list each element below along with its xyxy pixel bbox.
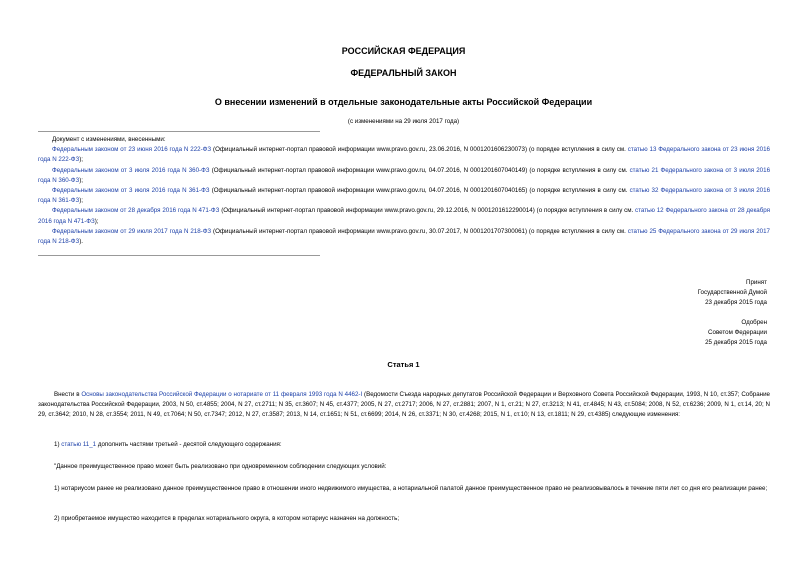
effect-article-link[interactable]: статью 12 Федерального закона от 28 декабря 2016 года N 471-ФЗ [38, 207, 770, 225]
amending-law-link[interactable]: Федеральным законом от 29 июля 2017 года N 218-ФЗ [52, 227, 212, 235]
paragraph-text: (Ведомости Съезда народных депутатов Российской Федерации и Верховного Совета Российской Федерации, 1993, N 10, ст.357; Собрание законодательства Российской Федерации, 2003, N 50, ст.4855; 2004, N 27, ст.2711; N 35, ст.3607; N 45, ст.4377; 2005, N 27, ст.2717; 2006, N 27, ст.2881; 2007, N 1, ст.21; N 27, ст.3213; N 41, ст.4845; N 43, ст.5084; 2008, N 52, ст.6236; 2009, N 1, ст.14, 20; N 29, ст.3642; 2010, N 28, ст.3554; 2011, N 49, ст.7064; N 50, ст.7347; 2012, N 27, ст.3587; 2013, N 14, ст.1651; N 51, ст.6699; 2014, N 26, ст.3371; N 30, ст.4268; 2015, N 1, ст.10; N 13, ст.1811; N 29, ст.4385) следующие изменения: [38, 391, 770, 419]
paragraph-prefix: 1) [54, 441, 62, 448]
effect-article-link[interactable]: статью 13 Федерального закона от 23 июня 2016 года N 222-ФЗ [38, 146, 770, 164]
article-paragraph: 1) нотариусом ранее не реализовано данное преимущественное право в отношении иного недвижимого имущества, а нотариальной палатой данное преимущественное право не реализовывалось в течение пяти лет со дня его реализации ранее; [54, 485, 768, 492]
change-entry [38, 186, 770, 206]
change-tail: ); [79, 176, 83, 184]
bottom-divider [38, 255, 320, 256]
country-heading: РОССИЙСКАЯ ФЕДЕРАЦИЯ [341, 46, 466, 56]
amending-law-link[interactable]: Федеральным законом от 3 июля 2016 года N 361-ФЗ [52, 187, 210, 195]
approved-block [705, 318, 767, 349]
change-tail: ); [79, 197, 83, 205]
change-tail: ); [79, 156, 83, 164]
article-paragraph: "Данное преимущественное право может быть реализовано при одновременном соблюдении следующих условий: [54, 463, 387, 470]
change-text: (Официальный интернет-портал правовой информации www.pravo.gov.ru, 29.12.2016, N 0001201612290014) (о порядке вступления в силу см. [219, 207, 636, 215]
changes-block [38, 135, 770, 247]
change-tail: ); [94, 217, 99, 225]
adopted-body: Государственной Думой [697, 289, 767, 297]
change-entry [38, 145, 770, 165]
amending-law-link[interactable]: Федеральным законом от 23 июня 2016 года N 222-ФЗ [52, 146, 212, 154]
changes-lead: Документ с изменениями, внесенными: [52, 136, 166, 143]
article-paragraph [38, 390, 770, 421]
amending-law-link[interactable]: Федеральным законом от 3 июля 2016 года N 360-ФЗ [52, 166, 210, 174]
change-text: (Официальный интернет-портал правовой информации www.pravo.gov.ru, 04.07.2016, N 0001201607040149) (о порядке вступления в силу см. [209, 166, 630, 174]
adopted-date: 23 декабря 2015 года [705, 299, 767, 307]
law-type-heading: ФЕДЕРАЛЬНЫЙ ЗАКОН [350, 68, 457, 78]
effect-article-link[interactable]: статью 32 Федерального закона от 3 июля 2016 года N 361-ФЗ [38, 187, 771, 205]
paragraph-prefix: Внести в [54, 391, 82, 398]
law-title: О внесении изменений в отдельные законодательные акты Российской Федерации [214, 97, 593, 107]
change-text: (Официальный интернет-портал правовой информации www.pravo.gov.ru, 30.07.2017, N 0001201707300061) (о порядке вступления в силу см. [211, 227, 628, 235]
article-heading: Статья 1 [387, 360, 420, 369]
article-paragraph: 2) приобретаемое имущество находится в пределах нотариального округа, в котором нотариус назначен на должность; [54, 515, 400, 522]
approved-date: 25 декабря 2015 года [705, 339, 767, 347]
change-entry [38, 206, 770, 226]
change-tail: ). [79, 238, 83, 246]
amending-law-link[interactable]: Федеральным законом от 28 декабря 2016 года N 471-ФЗ [52, 207, 220, 215]
approved-label: Одобрен [741, 319, 767, 326]
paragraph-text: дополнить частями третьей - десятой следующего содержания: [96, 441, 282, 448]
change-entry [38, 227, 770, 247]
change-text: (Официальный интернет-портал правовой информации www.pravo.gov.ru, 23.06.2016, N 0001201606230073) (о порядке вступления в силу см. [211, 146, 628, 154]
edition-note: (с изменениями на 29 июля 2017 года) [347, 118, 460, 125]
change-text: (Официальный интернет-портал правовой информации www.pravo.gov.ru, 04.07.2016, N 0001201607040165) (о порядке вступления в силу см. [209, 187, 630, 195]
article-paragraph [38, 440, 770, 450]
change-entry [38, 166, 770, 186]
adopted-block [698, 278, 767, 309]
approved-body: Советом Федерации [708, 329, 767, 337]
notary-law-link[interactable]: Основы законодательства Российской Федерации о нотариате от 11 февраля 1993 года N 4462-I [81, 391, 363, 398]
effect-article-link[interactable]: статью 21 Федерального закона от 3 июля 2016 года N 360-ФЗ [38, 166, 771, 184]
effect-article-link[interactable]: статью 25 Федерального закона от 29 июля 2017 года N 218-ФЗ [38, 227, 770, 246]
adopted-label: Принят [746, 279, 767, 286]
article-11-1-link[interactable]: статью 11_1 [61, 441, 97, 448]
top-divider [38, 131, 320, 132]
